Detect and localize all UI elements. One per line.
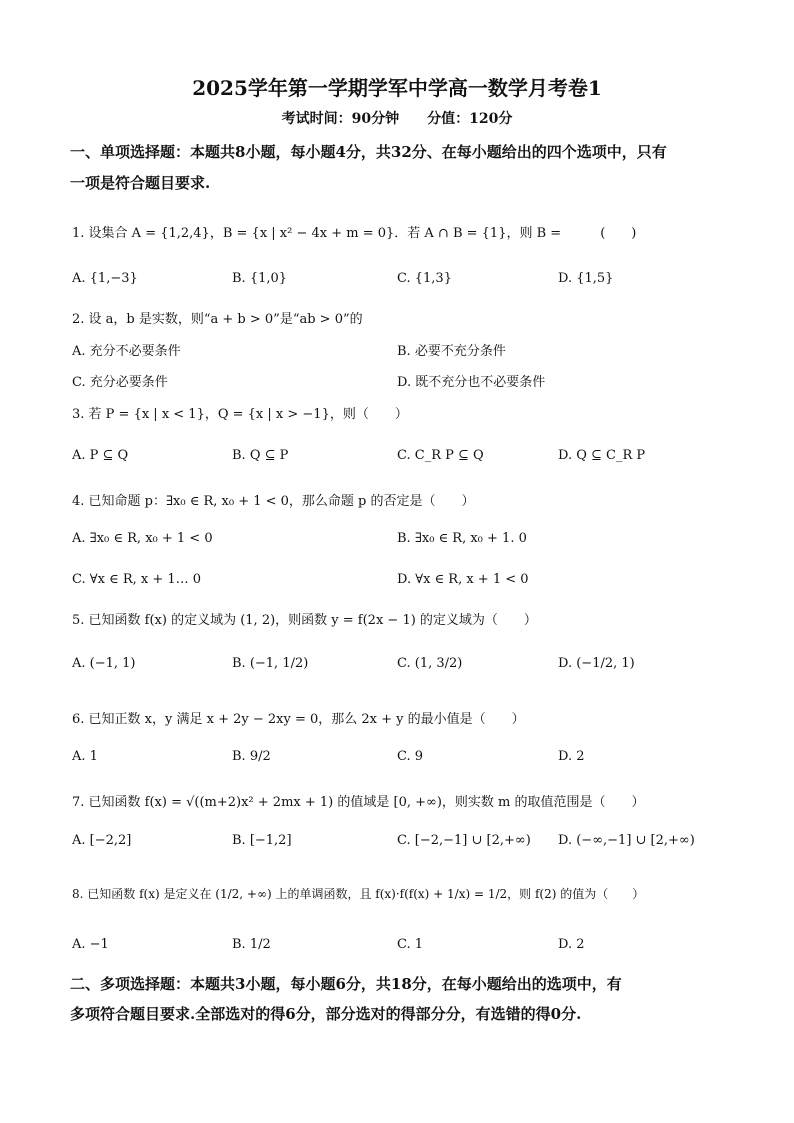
q4-option-b: B. ∃x₀ ∈ R, x₀ + 1. 0 [397, 531, 527, 546]
q4-option-c: C. ∀x ∈ R, x + 1… 0 [72, 572, 202, 587]
question-3-stem: 3. 若 P = {x | x < 1}，Q = {x | x > −1}，则（ ） [72, 407, 408, 422]
section2-heading-line1: 二、多项选择题：本题共3小题，每小题6分，共18分，在每小题给出的选项中，有 [70, 975, 622, 993]
q2-option-a: A. 充分不必要条件 [72, 344, 181, 359]
section1-heading-line2: 一项是符合题目要求. [70, 174, 211, 192]
q3-option-a: A. P ⊆ Q [72, 448, 129, 463]
q1-option-c: C. {1,3} [397, 271, 452, 286]
q2-option-c: C. 充分必要条件 [72, 375, 168, 390]
question-1-stem: 1. 设集合 A = {1,2,4}，B = {x | x² − 4x + m = 0}．若 A ∩ B = {1}，则 B = ( ) [72, 226, 637, 241]
question-5-stem: 5. 已知函数 f(x) 的定义域为 (1, 2)，则函数 y = f(2x − 1) 的定义域为（ ） [72, 613, 537, 628]
section2-heading-line2: 多项符合题目要求.全部选对的得6分，部分选对的得部分分，有选错的得0分. [70, 1005, 582, 1023]
exam-info: 考试时间：90分钟 分值：120分 [281, 111, 513, 127]
q1-option-d: D. {1,5} [558, 271, 614, 286]
q4-option-d: D. ∀x ∈ R, x + 1 < 0 [397, 572, 529, 587]
q6-option-a: A. 1 [72, 749, 98, 764]
q7-option-b: B. [−1,2] [232, 833, 292, 848]
q1-option-a: A. {1,−3} [72, 271, 138, 286]
q4-option-a: A. ∃x₀ ∈ R, x₀ + 1 < 0 [72, 531, 213, 546]
q5-option-b: B. (−1, 1/2) [232, 656, 309, 671]
q2-option-b: B. 必要不充分条件 [397, 344, 506, 359]
question-8-stem: 8. 已知函数 f(x) 是定义在 (1/2, +∞) 上的单调函数，且 f(x)·f(f(x) + 1/x) = 1/2，则 f(2) 的值为（ ） [72, 887, 645, 901]
q3-option-c: C. C_R P ⊆ Q [397, 448, 484, 463]
q8-option-b: B. 1/2 [232, 937, 271, 952]
q6-option-c: C. 9 [397, 749, 424, 764]
q7-option-c: C. [−2,−1] ∪ [2,+∞) [397, 833, 531, 848]
section1-heading-line1: 一、单项选择题：本题共8小题，每小题4分，共32分、在每小题给出的四个选项中，只有 [70, 143, 667, 161]
q8-option-d: D. 2 [558, 937, 585, 952]
q7-option-a: A. [−2,2] [72, 833, 132, 848]
q6-option-b: B. 9/2 [232, 749, 271, 764]
q7-option-d: D. (−∞,−1] ∪ [2,+∞) [558, 833, 695, 848]
q1-option-b: B. {1,0} [232, 271, 288, 286]
q2-option-d: D. 既不充分也不必要条件 [397, 375, 546, 390]
q3-option-b: B. Q ⊆ P [232, 448, 289, 463]
q8-option-a: A. −1 [72, 937, 109, 952]
q3-option-d: D. Q ⊆ C_R P [558, 448, 646, 463]
q5-option-c: C. (1, 3/2) [397, 656, 463, 671]
q5-option-a: A. (−1, 1) [72, 656, 136, 671]
question-7-stem: 7. 已知函数 f(x) = √((m+2)x² + 2mx + 1) 的值域是 [0, +∞)，则实数 m 的取值范围是（ ） [72, 795, 645, 810]
question-2-stem: 2. 设 a，b 是实数，则“a + b > 0”是“ab > 0”的 [72, 312, 363, 327]
q6-option-d: D. 2 [558, 749, 585, 764]
question-4-stem: 4. 已知命题 p：∃x₀ ∈ R, x₀ + 1 < 0，那么命题 p 的否定是（ ） [72, 494, 475, 509]
question-6-stem: 6. 已知正数 x，y 满足 x + 2y − 2xy = 0，那么 2x + y 的最小值是（ ） [72, 712, 525, 727]
page-title: 2025学年第一学期学军中学高一数学月考卷1 [192, 76, 602, 100]
q8-option-c: C. 1 [397, 937, 424, 952]
q5-option-d: D. (−1/2, 1) [558, 656, 635, 671]
